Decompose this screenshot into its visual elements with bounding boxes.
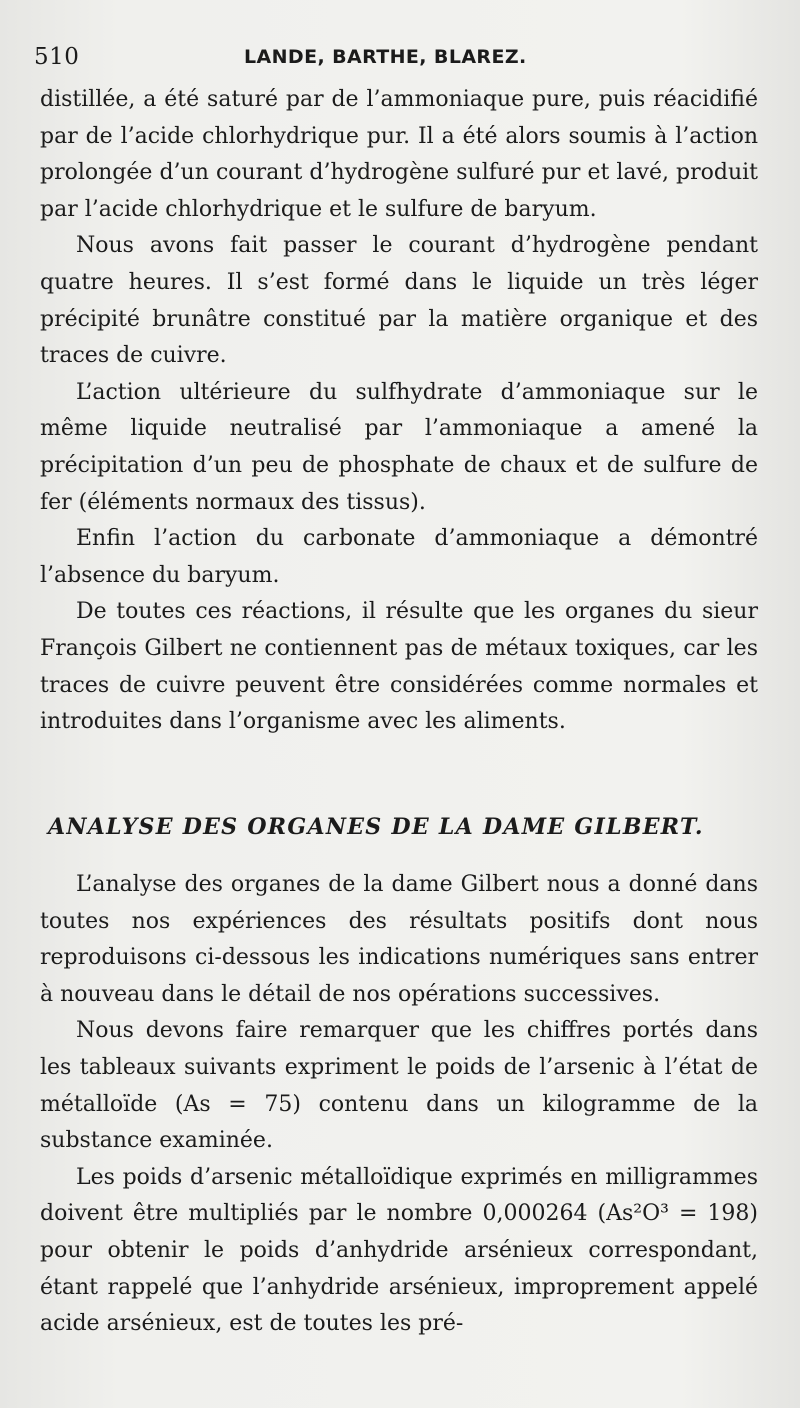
section-heading: ANALYSE DES ORGANES DE LA DAME GILBERT. — [48, 814, 704, 840]
paragraph: Enfin l’action du carbonate d’ammoniaque a démontré l’absence du baryum. — [40, 526, 758, 588]
paragraph: L’action ultérieure du sulfhydrate d’ammoniaque sur le même liquide neutralisé par l’ammoniaque a amené la précipitation d’un peu de phosphate de chaux et de sulfure de fer (éléments normaux des tissus). — [40, 379, 758, 515]
paragraph-continued: distillée, a été saturé par de l’ammoniaque pure, puis réacidifié par de l’acide chlorhydrique pur. Il a été alors soumis à l’action prolongée d’un courant d’hydrogène sulfuré pur et lavé, produit par l’acide chlorhydrique et le sulfure de baryum. — [40, 87, 758, 222]
page-number: 510 — [34, 44, 80, 70]
text-block-top — [40, 82, 758, 741]
paragraph: L’analyse des organes de la dame Gilbert nous a donné dans toutes nos expériences des résultats positifs dont nous reproduisons ci-dessous les indications numériques sans entrer à nouveau dans le détail de nos opérations successives. — [40, 872, 758, 1007]
text-block-bottom — [40, 867, 758, 1343]
paragraph: Nous avons fait passer le courant d’hydrogène pendant quatre heures. Il s’est formé dans le liquide un très léger précipité brunâtre constitué par la matière organique et des traces de cuivre. — [40, 233, 758, 369]
paragraph: Nous devons faire remarquer que les chiffres portés dans les tableaux suivants expriment le poids de l’arsenic à l’état de métalloïde (As = 75) contenu dans un kilogramme de la substance examinée. — [40, 1018, 758, 1154]
paragraph: De toutes ces réactions, il résulte que les organes du sieur François Gilbert ne contiennent pas de métaux toxiques, car les traces de cuivre peuvent être considérées comme normales et introduites dans l’organisme avec les aliments. — [40, 599, 758, 735]
page-header — [34, 44, 774, 78]
paragraph: Les poids d’arsenic métalloïdique exprimés en milligrammes doivent être multipliés par le nombre 0,000264 (As²O³ = 198) pour obtenir le poids d’anhydride arsénieux correspondant, étant rappelé que l’anhydride arsénieux, improprement appelé acide arsénieux, est de toutes les pré- — [40, 1164, 758, 1337]
running-head: LANDE, BARTHE, BLAREZ. — [244, 46, 527, 68]
